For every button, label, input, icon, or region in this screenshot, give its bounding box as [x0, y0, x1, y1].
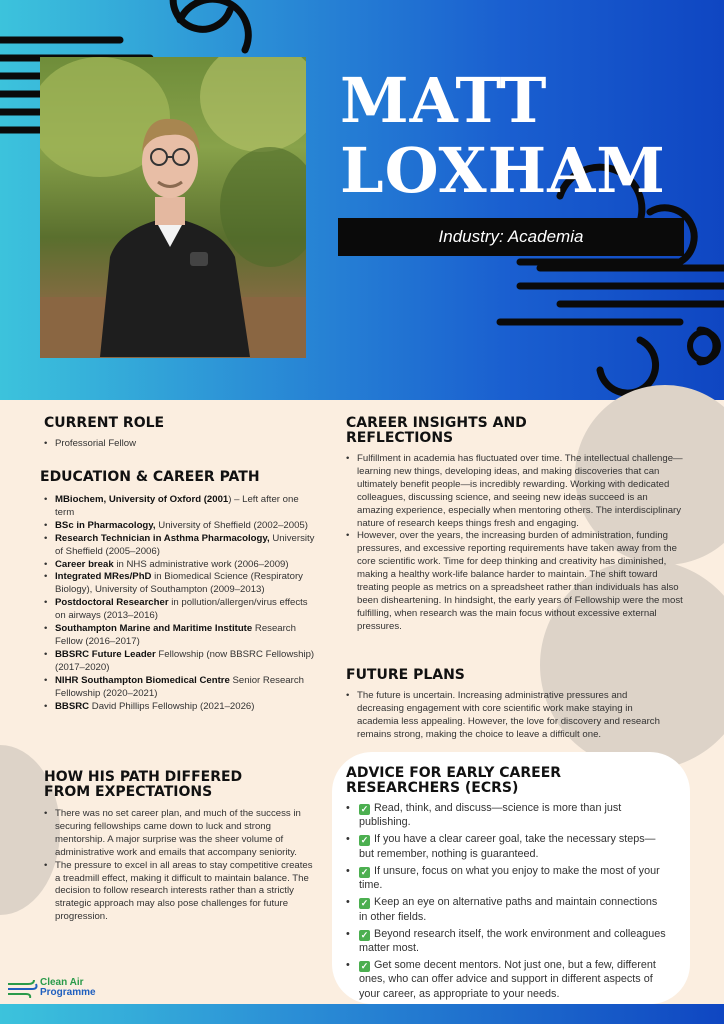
future-list [346, 690, 676, 742]
education-item-detail: ) – Left after one term [55, 494, 299, 518]
education-item-title: Career break [55, 558, 114, 570]
advice-heading [346, 766, 666, 796]
logo-text [40, 978, 96, 998]
person-name [340, 66, 666, 206]
advice-item [346, 927, 666, 956]
name-line-last: LOXHAM [340, 134, 666, 207]
path-differed-list [44, 808, 316, 924]
advice-heading-line1: ADVICE FOR EARLY CAREER [346, 765, 562, 781]
education-item [44, 520, 320, 533]
insights-heading-line1: CAREER INSIGHTS AND [346, 415, 527, 431]
path-differed-heading [44, 770, 316, 800]
education-heading: EDUCATION & CAREER PATH [40, 469, 260, 485]
advice-item [346, 864, 666, 893]
education-item-title: Integrated MRes/PhD [55, 571, 152, 583]
current-role-item: • Professorial Fellow [44, 438, 324, 451]
education-item-detail: University of Sheffield (2005–2006) [55, 532, 315, 557]
education-item [44, 649, 320, 675]
advice-item-text: If you have a clear career goal, take the necessary steps—but remember, nothing is guaranteed. [359, 833, 656, 860]
advice-item-text: Keep an eye on alternative paths and maintain connections in other fields. [359, 896, 658, 923]
education-list [40, 494, 320, 713]
path-differed-item: • There was no set career plan, and much of the success in securing fellowships came down to luck and strong mentorship. A major surprise was the sheer volume of administrative work and emails that accompany seniority. [44, 808, 316, 860]
current-role-section [44, 416, 324, 451]
insights-heading-line2: REFLECTIONS [346, 430, 454, 446]
advice-item-text: Beyond research itself, the work environment and colleagues matter most. [359, 927, 666, 955]
future-section [346, 668, 676, 742]
advice-item-text: If unsure, focus on what you enjoy to make the most of your time. [359, 864, 660, 892]
education-item-title: NIHR Southampton Biomedical Centre [55, 674, 230, 686]
checkmark-icon: ✓ [360, 804, 369, 814]
education-item [44, 559, 320, 572]
name-line-first: MATT [340, 64, 548, 137]
education-item-title: BSc in Pharmacology, [55, 519, 156, 531]
checkmark-icon: ✓ [360, 961, 369, 972]
education-item-title: BBSRC [55, 700, 90, 712]
person-illustration [40, 57, 306, 358]
insights-section [346, 416, 686, 634]
education-item-detail: Senior Research Fellowship (2020–2021) [55, 674, 304, 699]
insights-item: • Fulfillment in academia has fluctuated over time. The intellectual challenge—learning new things, developing ideas, and making discoveries that can ultimately benefit people—is incredibly rewarding. Working with dedicated colleagues, discussing science, and seeing new ideas succeed is an amazing experience, especially when mentoring others. The interdisciplinary nature of research keeps things fresh and engaging. [346, 453, 686, 530]
logo-line2: Programme [40, 987, 96, 998]
future-heading: FUTURE PLANS [346, 667, 465, 683]
advice-item [346, 801, 666, 830]
footer-bar [0, 1004, 724, 1024]
education-item-title: Research Technician in Asthma Pharmacology, [55, 532, 270, 544]
insights-list [346, 453, 686, 634]
current-role-heading: CURRENT ROLE [44, 415, 165, 431]
advice-list [346, 801, 666, 1001]
checkmark-icon: ✓ [360, 835, 369, 846]
advice-item-text: Get some decent mentors. Not just one, but a few, different ones, who can offer advice and support in different aspects of your career, as appropriate to your needs. [359, 959, 656, 1000]
education-item [44, 701, 320, 714]
header-banner [0, 0, 724, 400]
path-differed-heading-line2: FROM EXPECTATIONS [44, 784, 213, 800]
future-item: • The future is uncertain. Increasing administrative pressures and decreasing engagement with core scientific work make staying in academia less appealing. However, the love for discovery and research remains strong, making the choice to leave a difficult one. [346, 690, 676, 742]
education-item-title: Postdoctoral Researcher [55, 597, 169, 609]
education-item-title: Southampton Marine and Maritime Institute [55, 623, 253, 635]
path-differed-item: • The pressure to excel in all areas to stay competitive creates a treadmill effect, making it difficult to maintain balance. The decision to follow research interests rather than a strictly strategic approach may also pose challenges for future progression. [44, 860, 316, 925]
education-item-title: MBiochem, University of Oxford (2001 [55, 494, 229, 505]
advice-heading-line2: RESEARCHERS (ECRS) [346, 780, 519, 796]
advice-item [346, 895, 666, 924]
checkmark-icon: ✓ [360, 929, 369, 940]
profile-photo [40, 57, 306, 358]
education-item-title: BBSRC Future Leader [55, 648, 156, 660]
education-item-detail: Research Fellow (2016–2017) [55, 623, 296, 647]
education-item-detail: University of Sheffield (2002–2005) [155, 519, 308, 531]
path-differed-section [44, 770, 316, 924]
education-item-detail: Fellowship (now BBSRC Fellowship) (2017–2020) [55, 648, 315, 673]
education-item-detail: David Phillips Fellowship (2021–2026) [89, 700, 255, 712]
education-item [44, 623, 320, 649]
current-role-list [44, 438, 324, 451]
insights-item: • However, over the years, the increasing burden of administration, funding pressures, and excessive reporting requirements have taken away from the core scientific work. Time for deep thinking and creativity has diminished, making a healthy work-life balance harder to maintain. The shift toward treating people as metrics on a spreadsheet rather than individuals has also been disheartening. In hindsight, the early years of Fellowship were the most fulfilling, when research was the main focus without excessive external pressures. [346, 530, 686, 633]
industry-badge: Industry: Academia [338, 218, 684, 256]
education-item [44, 597, 320, 623]
education-section [40, 470, 320, 713]
logo-line1: Clean Air [40, 977, 84, 988]
advice-item [346, 958, 666, 1001]
education-item-detail: in Biomedical Science (Respiratory Biology), University of Southampton (2009–2013) [55, 571, 303, 596]
wind-icon [6, 978, 40, 998]
advice-content [346, 766, 666, 1004]
advice-card [332, 752, 690, 1004]
checkmark-icon: ✓ [360, 866, 369, 877]
path-differed-heading-line1: HOW HIS PATH DIFFERED [44, 769, 243, 785]
advice-item [346, 832, 666, 861]
education-item [44, 675, 320, 701]
education-item-detail: in NHS administrative work (2006–2009) [113, 558, 289, 570]
insights-heading [346, 416, 686, 446]
education-item [44, 533, 320, 559]
education-item [44, 571, 320, 597]
education-item-detail: in pollution/allergen/virus effects on airways (2013–2016) [55, 597, 308, 622]
advice-item-text: Read, think, and discuss—science is more than just publishing. [359, 802, 622, 829]
checkmark-icon: ✓ [360, 898, 369, 909]
clean-air-logo [6, 978, 96, 998]
education-item [44, 494, 320, 520]
